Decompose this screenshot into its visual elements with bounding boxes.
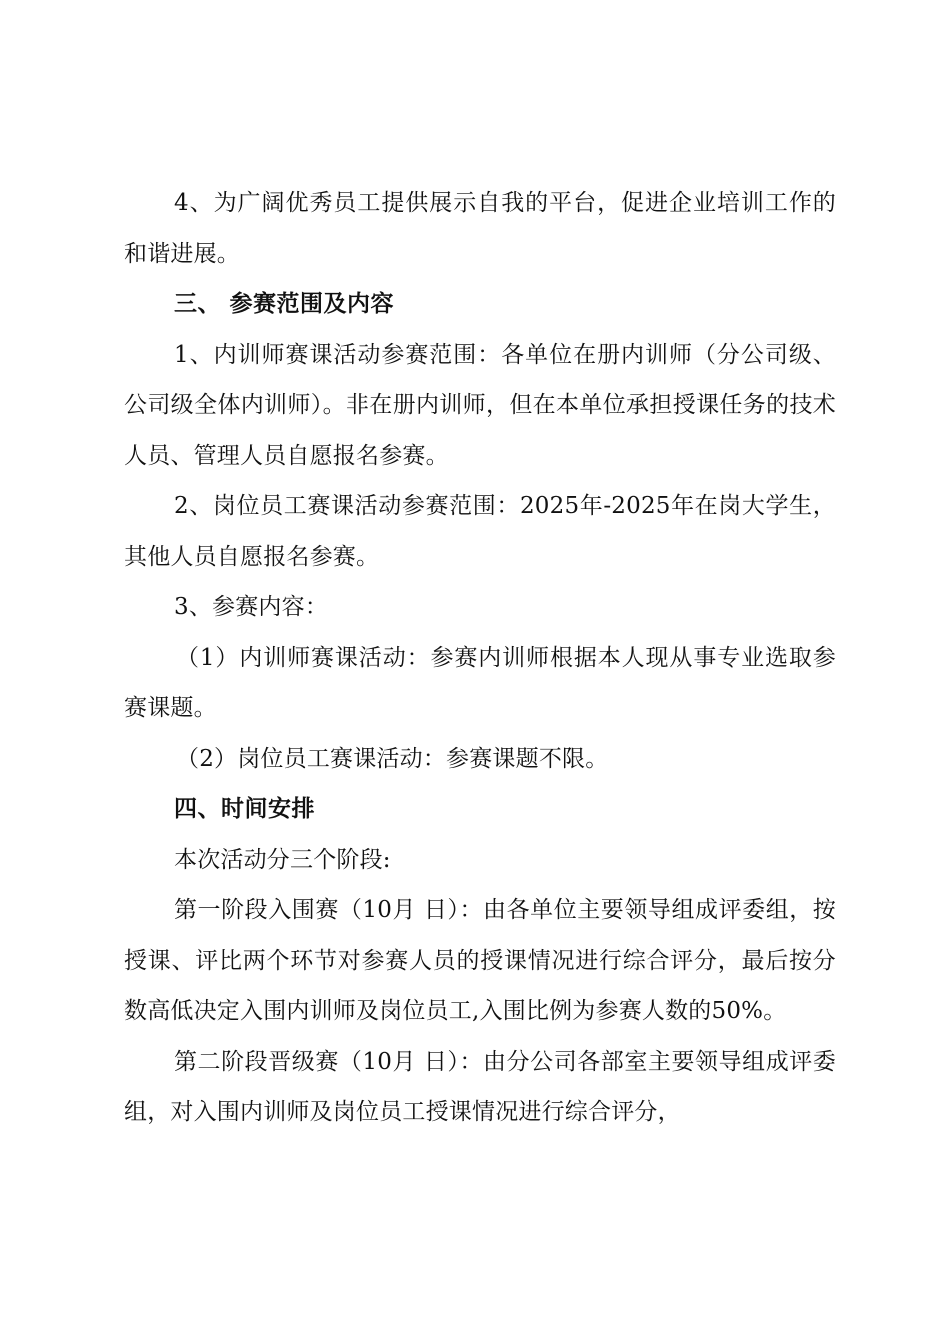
- paragraph-scope-employees: 2、岗位员工赛课活动参赛范围：2025年-2025年在岗大学生，其他人员自愿报名参赛。: [124, 493, 836, 570]
- paragraph-schedule-intro: 本次活动分三个阶段:: [174, 846, 391, 873]
- section-heading-schedule: 四、时间安排: [174, 796, 315, 822]
- document-body: [124, 178, 836, 1138]
- paragraph-scope-trainers: 1、内训师赛课活动参赛范围：各单位在册内训师（分公司级、公司级全体内训师）。非在册内训师，但在本单位承担授课任务的技术人员、管理人员自愿报名参赛。: [124, 341, 836, 469]
- section-heading-scope: 三、 参赛范围及内容: [174, 291, 395, 317]
- paragraph-content-trainers: （1）内训师赛课活动：参赛内训师根据本人现从事专业选取参赛课题。: [124, 644, 836, 721]
- paragraph-stage-one: 第一阶段入围赛（10月 日）：由各单位主要领导组成评委组，按授课、评比两个环节对参赛人员的授课情况进行综合评分，最后按分数高低决定入围内训师及岗位员工,入围比例为参赛人数的50%。: [124, 897, 836, 1024]
- paragraph-stage-two: 第二阶段晋级赛（10月 日）：由分公司各部室主要领导组成评委组，对入围内训师及岗位员工授课情况进行综合评分，: [124, 1048, 836, 1125]
- paragraph-goal-4: 4、为广阔优秀员工提供展示自我的平台，促进企业培训工作的和谐进展。: [124, 190, 836, 267]
- paragraph-content-title: 3、参赛内容：: [174, 594, 329, 620]
- paragraph-content-employees: （2）岗位员工赛课活动：参赛课题不限。: [176, 745, 609, 772]
